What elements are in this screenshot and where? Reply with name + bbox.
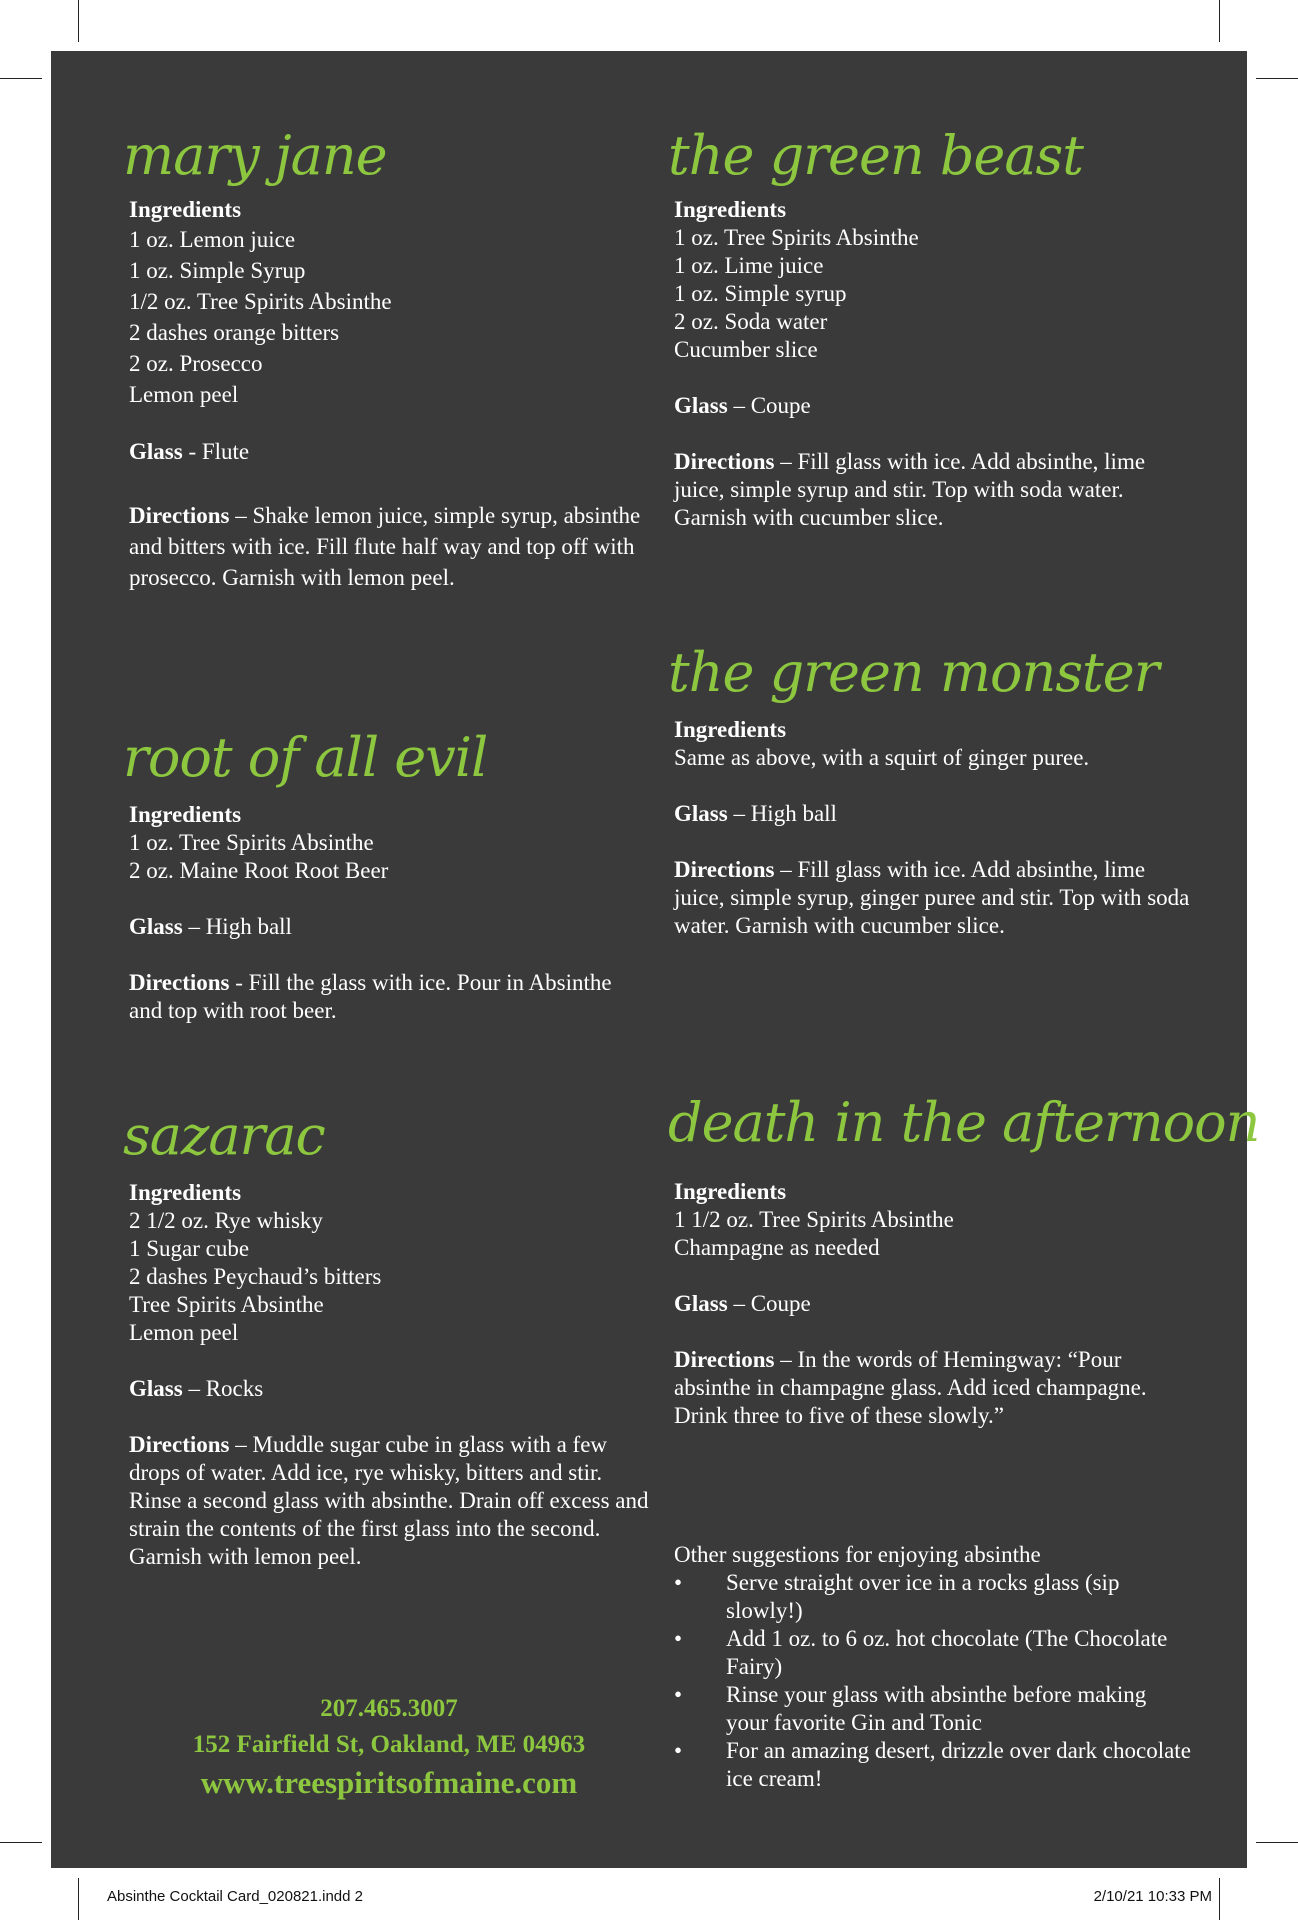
ingredient: 2 dashes Peychaud’s bitters	[129, 1264, 382, 1289]
ingredient: Champagne as needed	[674, 1235, 880, 1260]
recipe-title: sazarac	[123, 1104, 325, 1167]
ingredient: 2 oz. Maine Root Root Beer	[129, 858, 389, 883]
recipe-body	[129, 801, 649, 1025]
glass-label: Glass	[674, 1291, 728, 1316]
glass-value: – High ball	[182, 914, 292, 939]
ingredient: 1 oz. Lime juice	[674, 253, 824, 278]
slug-datetime: 2/10/21 10:33 PM	[1093, 1888, 1212, 1905]
ingredients-label: Ingredients	[129, 1180, 242, 1205]
directions-value: – In the words of Hemingway: “Pour absinthe in champagne glass. Add iced champagne. Drink three to five of these slowly.”	[674, 1347, 1147, 1428]
directions-label: Directions	[129, 970, 230, 995]
recipe-sazarac	[123, 1101, 649, 1571]
glass-label: Glass	[674, 801, 728, 826]
glass-value: – Rocks	[182, 1376, 264, 1401]
recipe-death-in-the-afternoon	[668, 1088, 1260, 1430]
recipe-title: the green beast	[668, 124, 1083, 187]
recipe-body	[674, 716, 1194, 940]
ingredient: Cucumber slice	[674, 337, 818, 362]
ingredient: Lemon peel	[129, 382, 239, 407]
recipe-the-green-monster	[668, 638, 1234, 940]
glass-value: – Coupe	[727, 393, 811, 418]
glass-line	[674, 1290, 1194, 1318]
ingredient: Lemon peel	[129, 1320, 239, 1345]
glass-label: Glass	[129, 914, 183, 939]
crop-mark	[0, 78, 42, 79]
recipe-title: root of all evil	[123, 726, 488, 789]
ingredient: 1 oz. Simple syrup	[674, 281, 847, 306]
glass-line	[129, 1375, 649, 1403]
suggestion-item: • Serve straight over ice in a rocks glass (sip slowly!)	[674, 1569, 1194, 1625]
phone-number[interactable]: 207.465.3007	[320, 1695, 458, 1722]
glass-line	[129, 913, 649, 941]
suggestion-item: • For an amazing desert, drizzle over dark chocolate ice cream!	[674, 1737, 1194, 1793]
directions-value: – Fill glass with ice. Add absinthe, lime juice, simple syrup and stir. Top with soda water. Garnish with cucumber slice.	[674, 449, 1146, 530]
recipe-body	[674, 196, 1194, 532]
ingredient: 1 oz. Simple Syrup	[129, 258, 306, 283]
ingredient: 1/2 oz. Tree Spirits Absinthe	[129, 289, 392, 314]
directions-line	[129, 1431, 649, 1571]
crop-mark	[1219, 0, 1220, 42]
suggestions-heading: Other suggestions for enjoying absinthe	[674, 1542, 1041, 1567]
recipe-body	[674, 1178, 1194, 1430]
suggestions-list	[674, 1569, 1194, 1793]
print-slug	[0, 1888, 1298, 1912]
directions-label: Directions	[129, 503, 230, 528]
crop-mark	[1256, 78, 1298, 79]
website-link[interactable]: www.treespiritsofmaine.com	[200, 1765, 578, 1800]
cocktail-card	[51, 51, 1260, 1868]
ingredient: Same as above, with a squirt of ginger puree.	[674, 745, 1090, 770]
glass-line	[674, 800, 1194, 828]
glass-value: – Coupe	[727, 1291, 811, 1316]
recipe-the-green-beast	[668, 121, 1234, 532]
recipe-title: the green monster	[668, 641, 1159, 704]
recipe-root-of-all-evil	[123, 723, 649, 1025]
ingredient: 2 oz. Prosecco	[129, 351, 263, 376]
suggestion-item: • Rinse your glass with absinthe before making your favorite Gin and Tonic	[674, 1681, 1194, 1737]
ingredient: 1 oz. Tree Spirits Absinthe	[674, 225, 919, 250]
directions-value: – Muddle sugar cube in glass with a few drops of water. Add ice, rye whisky, bitters and stir. Rinse a second glass with absinthe. Drain off excess and strain the contents of the first glass into the second. Garnish with lemon peel.	[129, 1432, 649, 1569]
recipe-title: mary jane	[123, 124, 387, 187]
ingredient: 2 oz. Soda water	[674, 309, 828, 334]
ingredient: 1 oz. Tree Spirits Absinthe	[129, 830, 374, 855]
directions-line	[674, 856, 1194, 940]
ingredient: 1 1/2 oz. Tree Spirits Absinthe	[674, 1207, 954, 1232]
recipe-mary-jane	[123, 121, 649, 593]
directions-label: Directions	[674, 1347, 775, 1372]
glass-label: Glass	[129, 439, 183, 464]
crop-mark	[0, 1842, 42, 1843]
directions-value: – Shake lemon juice, simple syrup, absinthe and bitters with ice. Fill flute half way and top off with prosecco. Garnish with lemon peel.	[129, 503, 641, 590]
glass-value: – High ball	[727, 801, 837, 826]
directions-value: - Fill the glass with ice. Pour in Absinthe and top with root beer.	[129, 970, 612, 1023]
directions-label: Directions	[674, 449, 775, 474]
crop-mark	[78, 0, 79, 42]
address: 152 Fairfield St, Oakland, ME 04963	[192, 1731, 586, 1758]
ingredients-label: Ingredients	[674, 717, 787, 742]
ingredients-label: Ingredients	[674, 197, 787, 222]
glass-label: Glass	[674, 393, 728, 418]
directions-label: Directions	[129, 1432, 230, 1457]
ingredients-label: Ingredients	[129, 197, 242, 222]
ingredients-label: Ingredients	[129, 802, 242, 827]
recipe-body	[129, 1179, 649, 1571]
recipe-title: death in the afternoon	[668, 1091, 1260, 1154]
contact-block	[129, 1691, 649, 1803]
glass-value: - Flute	[182, 439, 250, 464]
glass-line	[129, 438, 649, 466]
directions-line	[129, 500, 649, 593]
crop-mark	[1256, 1842, 1298, 1843]
suggestion-item: • Add 1 oz. to 6 oz. hot chocolate (The Chocolate Fairy)	[674, 1625, 1194, 1681]
glass-line	[674, 392, 1194, 420]
ingredient: 1 oz. Lemon juice	[129, 227, 296, 252]
ingredient: 2 dashes orange bitters	[129, 320, 340, 345]
suggestions	[674, 1541, 1194, 1793]
directions-value: – Fill glass with ice. Add absinthe, lime juice, simple syrup, ginger puree and stir. Top with soda water. Garnish with cucumber slice.	[674, 857, 1190, 938]
directions-line	[129, 969, 649, 1025]
directions-line	[674, 1346, 1194, 1430]
slug-filename: Absinthe Cocktail Card_020821.indd 2	[107, 1888, 364, 1905]
ingredient: 2 1/2 oz. Rye whisky	[129, 1208, 323, 1233]
directions-label: Directions	[674, 857, 775, 882]
recipe-body	[129, 196, 649, 593]
ingredient: Tree Spirits Absinthe	[129, 1292, 324, 1317]
ingredients-label: Ingredients	[674, 1179, 787, 1204]
ingredient: 1 Sugar cube	[129, 1236, 250, 1261]
glass-label: Glass	[129, 1376, 183, 1401]
directions-line	[674, 448, 1194, 532]
